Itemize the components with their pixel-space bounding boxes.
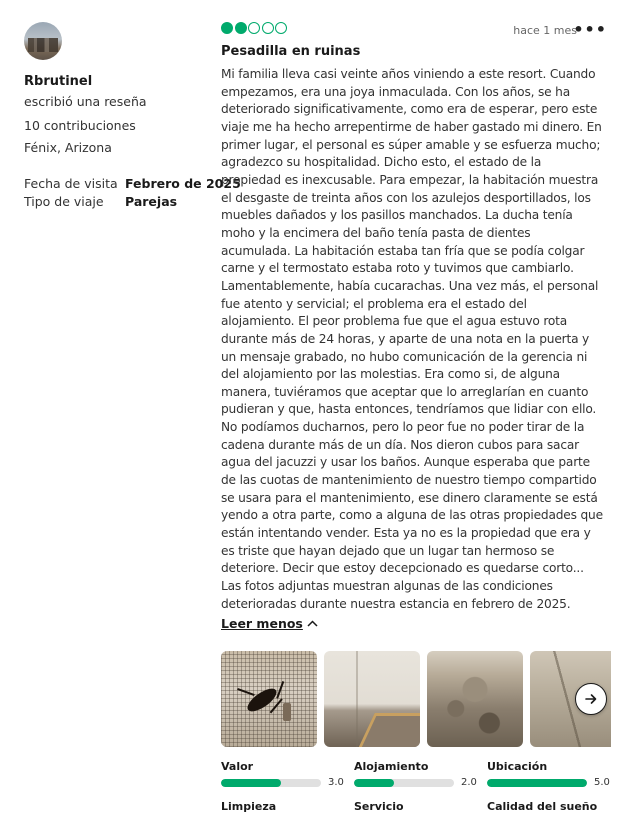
chevron-right-icon — [584, 692, 598, 706]
avatar[interactable] — [24, 22, 62, 60]
visit-date-label: Fecha de visita — [24, 176, 118, 191]
next-photo-button[interactable] — [575, 683, 607, 715]
photo-floor-tile[interactable] — [324, 651, 420, 747]
rating-label: Limpieza — [221, 800, 277, 813]
rating-label: Servicio — [354, 800, 404, 813]
read-less-label: Leer menos — [221, 616, 303, 632]
rating-ubicacion — [487, 760, 612, 788]
rating-bubble — [262, 22, 274, 34]
rating-bubble — [248, 22, 260, 34]
reviewer-panel — [24, 22, 241, 209]
rating-bar — [221, 779, 321, 787]
rating-fill — [354, 779, 394, 787]
rating-bar — [354, 779, 454, 787]
rating-fill — [487, 779, 587, 787]
reviewer-location: Fénix, Arizona — [24, 140, 112, 155]
rating-fill — [221, 779, 281, 787]
photo-damaged-floor[interactable] — [427, 651, 523, 747]
rating-label: Ubicación — [487, 760, 548, 773]
reviewer-name[interactable]: Rbrutinel — [24, 74, 93, 89]
photo-strip — [221, 651, 611, 747]
photo-cockroach[interactable] — [221, 651, 317, 747]
review-text: Mi familia lleva casi veinte años viniendo a este resort. Cuando empezamos, era una joya inmaculada. Con los años, se ha deteriorado significativamente, como era de esperar, pero este viaje me ha hecho arrepentirme de haber gastado mi dinero. En primer lugar, el personal es súper amable y se esfuerza mucho; agradezco su hospitalidad. Dicho esto, el estado de la propiedad es inexcusable. Para empezar, la habitación muestra el desgaste de treinta años con los azulejos desportillados, los muebles dañados y los pasillos manchados. La ducha tenía moho y la encimera del baño tenía pasta de dientes acumulada. La habitación estaba tan fría que se podía colgar carne y el termostato estaba roto y tuvimos que cambiarlo. Lamentablemente, había cucarachas. Una vez más, el personal fue atento y servicial; el problema era el estado del alojamiento. El peor problema fue que el agua estuvo rota durante más de 24 horas, y aparte de una nota en la puerta y un mensaje grabado, no hubo comunicación de la gerencia ni del alojamiento por las molestias. Era como si, de alguna manera, tuviéramos que aceptar que lo arreglarían en cuanto pudieran y que, hasta entonces, tendríamos que lidiar con ello. No podíamos ducharnos, pero lo peor fue no poder tirar de la cadena durante más de un día. Nos dieron cubos para sacar agua del jacuzzi y usar los baños. Aunque esperaba que parte de las cuotas de mantenimiento de nuestro tiempo compartido se usara para el mantenimiento, ese dinero claramente se está yendo a otra parte, como a alguna de las otras propiedades que están intentando vender. Esta ya no es la propiedad que era y es triste que hayan dejado que un lugar tan hermoso se deteriore. Decir que estoy decepcionado es quedarse corto... Las fotos adjuntas muestran algunas de las condiciones deterioradas durante nuestra estancia en febrero de 2025. — [221, 67, 603, 611]
rating-label: Valor — [221, 760, 254, 773]
rating-label: Calidad del sueño — [487, 800, 598, 813]
rating-limpieza — [221, 800, 346, 813]
rating-value: 5.0 — [594, 777, 610, 788]
rating-bar — [487, 779, 587, 787]
trip-type-label: Tipo de viaje — [24, 194, 104, 209]
read-less-button[interactable] — [221, 616, 318, 631]
rating-servicio — [354, 800, 479, 813]
rating-calidad-sueno — [487, 800, 612, 813]
rating-value: 2.0 — [461, 777, 477, 788]
rating-valor — [221, 760, 346, 788]
reviewer-contributions: 10 contribuciones — [24, 118, 136, 133]
reviewer-action: escribió una reseña — [24, 94, 147, 109]
rating-value: 3.0 — [328, 777, 344, 788]
visit-date-value: Febrero de 2025 — [125, 176, 241, 191]
review-panel — [221, 22, 611, 632]
rating-bubble — [221, 22, 233, 34]
trip-facts — [24, 176, 241, 209]
rating-alojamiento — [354, 760, 479, 788]
rating-label: Alojamiento — [354, 760, 429, 773]
rating-bubble — [235, 22, 247, 34]
review-date: hace 1 mes — [513, 24, 577, 37]
chevron-up-icon — [307, 620, 318, 627]
more-options-icon[interactable]: ••• — [573, 20, 607, 39]
trip-type-value: Parejas — [125, 194, 178, 209]
review-title: Pesadilla en ruinas — [221, 44, 361, 59]
rating-bubble — [275, 22, 287, 34]
